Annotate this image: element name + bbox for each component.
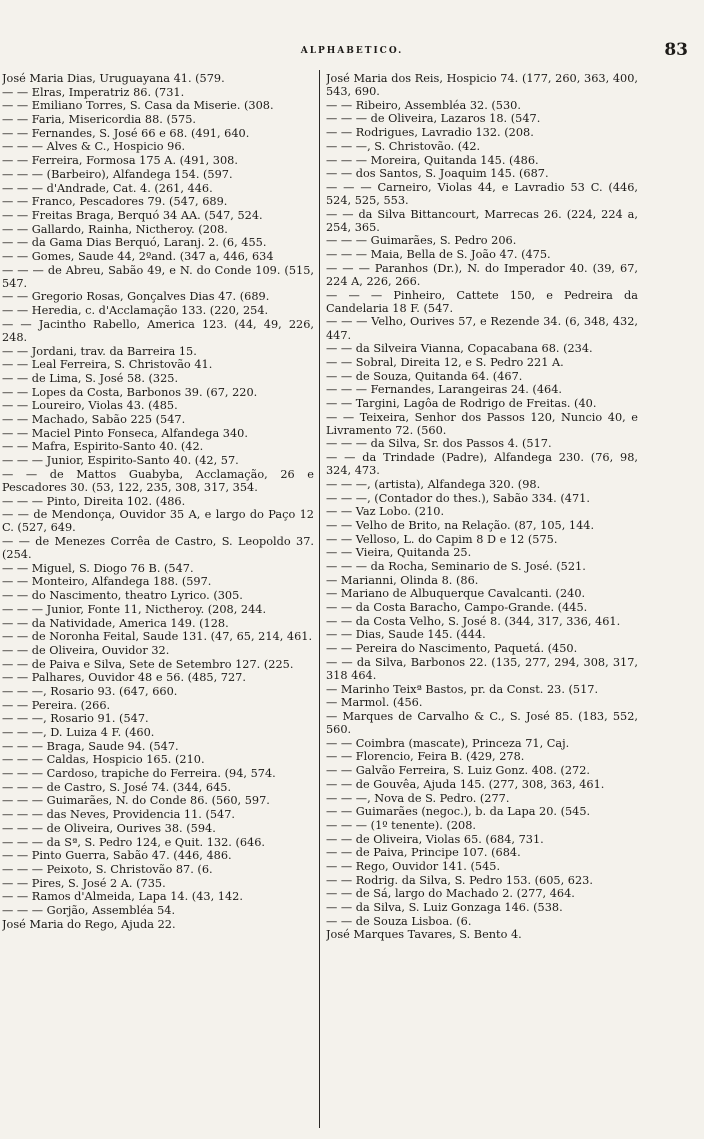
- directory-entry: — — Emiliano Torres, S. Casa da Miserie. (308.: [2, 99, 274, 113]
- directory-entry: José Maria Dias, Uruguayana 41. (579.: [2, 72, 225, 85]
- directory-entry: — — Velloso, L. do Capim 8 D e 12 (575.: [326, 532, 558, 546]
- directory-entry: — — da Costa Baracho, Campo-Grande. (445.: [326, 601, 588, 615]
- directory-entry: — — Jacintho Rabello, America 123. (44, 49, 226, 248.: [2, 317, 314, 344]
- directory-entry: — — — Cardoso, trapiche do Ferreira. (94, 574.: [2, 767, 276, 781]
- directory-entry: — — de Souza Lisboa. (6.: [326, 914, 472, 928]
- directory-entry: — — Teixeira, Senhor dos Passos 120, Nuncio 40, e Livramento 72. (560.: [326, 410, 638, 437]
- directory-entry: — — —, S. Christovão. (42.: [326, 139, 481, 153]
- directory-entry: — — de Mendonça, Ouvidor 35 A, e largo do Paço 12 C. (527, 649.: [2, 508, 314, 535]
- directory-entry: — — de Paiva, Principe 107. (684.: [326, 846, 521, 860]
- directory-entry: — — Rego, Ouvidor 141. (545.: [326, 859, 501, 873]
- directory-entry: José Marques Tavares, S. Bento 4.: [326, 928, 522, 942]
- directory-entry: — — Sobral, Direita 12, e S. Pedro 221 A.: [326, 355, 564, 369]
- directory-entry: — — da Gama Dias Berquó, Laranj. 2. (6, 455.: [2, 236, 267, 250]
- directory-entry: — — — Alves & C., Hospicio 96.: [2, 140, 186, 154]
- directory-entry: — — Pinto Guerra, Sabão 47. (446, 486.: [2, 849, 232, 863]
- directory-entry: — — Machado, Sabão 225 (547.: [2, 413, 186, 426]
- left-column: [2, 72, 314, 1132]
- directory-entry: — — —, D. Luiza 4 F. (460.: [2, 726, 155, 740]
- directory-entry: — — da Natividade, America 149. (128.: [2, 616, 229, 630]
- directory-entry: — — — da Sª, S. Pedro 124, e Quit. 132. (646.: [2, 835, 266, 849]
- directory-entry: — — — Velho, Ourives 57, e Rezende 34. (6, 348, 432, 447.: [326, 315, 638, 342]
- directory-entry: — — —, Nova de S. Pedro. (277.: [326, 791, 510, 805]
- directory-entry: — — de Lima, S. José 58. (325.: [2, 371, 179, 385]
- directory-entry: — — Faria, Misericordia 88. (575.: [2, 113, 197, 127]
- directory-entry: — Marques de Carvalho & C., S. José 85. (183, 552, 560.: [326, 709, 638, 737]
- directory-entry: — — Pires, S. José 2 A. (735.: [2, 876, 166, 890]
- directory-entry: — Mariano de Albuquerque Cavalcanti. (240.: [326, 587, 586, 601]
- directory-entry: — — — Carneiro, Violas 44, e Lavradio 53 C. (446, 524, 525, 553.: [326, 180, 638, 207]
- directory-entry: — — — (1º tenente). (208.: [326, 818, 476, 832]
- directory-entry: — — Ramos d'Almeida, Lapa 14. (43, 142.: [2, 890, 243, 904]
- directory-entry: — — Gallardo, Rainha, Nictheroy. (208.: [2, 222, 228, 236]
- directory-entry: — — — de Castro, S. José 74. (344, 645.: [2, 780, 232, 794]
- directory-entry: — — — Junior, Espirito-Santo 40. (42, 57.: [2, 454, 239, 468]
- directory-entry: — — — Guimarães, N. do Conde 86. (560, 597.: [2, 794, 270, 808]
- directory-entry: — — Jordani, trav. da Barreira 15.: [2, 344, 197, 358]
- directory-entry: — — de Oliveira, Ouvidor 32.: [2, 643, 170, 657]
- directory-entry: — — Ribeiro, Assembléa 32. (530.: [326, 98, 521, 112]
- directory-entry: — — — da Rocha, Seminario de S. José. (521.: [326, 560, 586, 573]
- directory-entry: — — do Nascimento, theatro Lyrico. (305.: [2, 589, 243, 603]
- page-header: [0, 40, 704, 64]
- directory-entry: — — de Noronha Feital, Saude 131. (47, 65, 214, 461.: [2, 630, 313, 644]
- column-divider: [319, 70, 320, 1128]
- directory-entry: — — — das Neves, Providencia 11. (547.: [2, 808, 236, 822]
- directory-entry: — — de Mattos Guabyba, Acclamação, 26 e Pescadores 30. (53, 122, 235, 308, 317, 354.: [2, 467, 314, 494]
- directory-entry: — Marmol. (456.: [326, 696, 423, 710]
- directory-entry: — — — Guimarães, S. Pedro 206.: [326, 234, 517, 248]
- directory-entry: — — — da Silva, Sr. dos Passos 4. (517.: [326, 437, 552, 451]
- directory-entry: — — da Silveira Vianna, Copacabana 68. (234.: [326, 342, 593, 356]
- directory-entry: — — — Maia, Bella de S. João 47. (475.: [326, 248, 551, 262]
- directory-entry: — Marianni, Olinda 8. (86.: [326, 573, 479, 587]
- directory-entry: — Marinho Teixª Bastos, pr. da Const. 23. (517.: [326, 682, 599, 696]
- directory-entry: — — da Silva, Barbonos 22. (135, 277, 294, 308, 317, 318 464.: [326, 655, 638, 682]
- directory-entry: — — Galvão Ferreira, S. Luiz Gonz. 408. (272.: [326, 764, 590, 778]
- directory-entry: — — Coimbra (mascate), Princeza 71, Caj.: [326, 736, 570, 750]
- directory-entry: — — — Braga, Saude 94. (547.: [2, 739, 179, 753]
- page-number: 83: [664, 40, 688, 60]
- directory-entry: — — — Junior, Fonte 11, Nictheroy. (208, 244.: [2, 602, 267, 616]
- directory-entry: — — dos Santos, S. Joaquim 145. (687.: [326, 167, 549, 181]
- directory-entry: — — — d'Andrade, Cat. 4. (261, 446.: [2, 181, 213, 195]
- directory-entry: — — Gomes, Saude 44, 2ºand. (347 a, 446, 634: [2, 249, 274, 263]
- running-title: ALPHABETICO.: [300, 46, 404, 56]
- directory-entry: — — Dias, Saude 145. (444.: [326, 628, 486, 642]
- directory-entry: — — Fernandes, S. José 66 e 68. (491, 640.: [2, 126, 250, 140]
- directory-entry: José Maria do Rego, Ajuda 22.: [2, 917, 176, 931]
- directory-entry: — — da Trindade (Padre), Alfandega 230. (76, 98, 324, 473.: [326, 451, 638, 478]
- directory-entry: — — Leal Ferreira, S. Christovão 41.: [2, 358, 213, 372]
- directory-entry: — — de Souza, Quitanda 64. (467.: [326, 369, 523, 383]
- directory-entry: — — Elras, Imperatriz 86. (731.: [2, 85, 185, 99]
- directory-entry: — — Targini, Lagôa de Rodrigo de Freitas. (40.: [326, 396, 597, 410]
- directory-entry: — — — Peixoto, S. Christovão 87. (6.: [2, 862, 213, 876]
- directory-entry: — — Maciel Pinto Fonseca, Alfandega 340.: [2, 426, 248, 440]
- directory-entry: — — —, Rosario 93. (647, 660.: [2, 684, 178, 698]
- directory-entry: — — Miguel, S. Diogo 76 B. (547.: [2, 561, 194, 575]
- directory-entry: — — de Gouvêa, Ajuda 145. (277, 308, 363, 461.: [326, 777, 605, 791]
- directory-entry: — — da Costa Velho, S. José 8. (344, 317, 336, 461.: [326, 614, 621, 628]
- directory-entry: — — Ferreira, Formosa 175 A. (491, 308.: [2, 154, 238, 168]
- directory-entry: — — Monteiro, Alfandega 188. (597.: [2, 575, 212, 589]
- directory-entry: — — Heredia, c. d'Acclamação 133. (220, 254.: [2, 304, 269, 318]
- directory-entry: — — de Oliveira, Violas 65. (684, 731.: [326, 832, 544, 846]
- directory-entry: — — Franco, Pescadores 79. (547, 689.: [2, 195, 228, 209]
- directory-entry: — — Lopes da Costa, Barbonos 39. (67, 220.: [2, 385, 258, 399]
- directory-entry: — — — Gorjão, Assembléa 54.: [2, 903, 176, 917]
- directory-entry: — — Vaz Lobo. (210.: [326, 505, 445, 519]
- directory-entry: — — — de Abreu, Sabão 49, e N. do Conde 109. (515, 547.: [2, 263, 314, 290]
- directory-entry: — — Vieira, Quitanda 25.: [326, 546, 472, 560]
- directory-entry: — — — Caldas, Hospicio 165. (210.: [2, 753, 205, 767]
- directory-entry: — — Florencio, Feira B. (429, 278.: [326, 750, 525, 764]
- directory-entry: — — — (Barbeiro), Alfandega 154. (597.: [2, 167, 233, 181]
- directory-entry: — — da Silva, S. Luiz Gonzaga 146. (538.: [326, 901, 563, 914]
- directory-entry: — — Gregorio Rosas, Gonçalves Dias 47. (689.: [2, 290, 270, 304]
- directory-entry: — — —, (artista), Alfandega 320. (98.: [326, 477, 541, 491]
- directory-entry: — — de Menezes Corrêa de Castro, S. Leopoldo 37. (254.: [2, 535, 314, 562]
- directory-entry: — — — de Oliveira, Lazaros 18. (547.: [326, 112, 541, 126]
- directory-entry: — — — Moreira, Quitanda 145. (486.: [326, 153, 539, 167]
- directory-entry: — — — de Oliveira, Ourives 38. (594.: [2, 821, 216, 835]
- directory-entry: — — — Fernandes, Larangeiras 24. (464.: [326, 383, 562, 397]
- directory-entry: José Maria dos Reis, Hospicio 74. (177, 260, 363, 400, 543, 690.: [326, 72, 638, 99]
- directory-entry: — — Velho de Brito, na Relação. (87, 105, 144.: [326, 518, 595, 532]
- right-column: [326, 72, 638, 1132]
- directory-entry: — — — Pinto, Direita 102. (486.: [2, 494, 186, 508]
- directory-entry: — — de Sá, largo do Machado 2. (277, 464.: [326, 887, 575, 901]
- directory-entry: — — Guimarães (negoc.), b. da Lapa 20. (545.: [326, 805, 591, 819]
- directory-entry: — — Pereira. (266.: [2, 698, 111, 712]
- directory-entry: — — Rodrig. da Silva, S. Pedro 153. (605, 623.: [326, 873, 593, 887]
- directory-entry: — — Loureiro, Violas 43. (485.: [2, 399, 178, 413]
- directory-entry: — — Freitas Braga, Berquó 34 AA. (547, 524.: [2, 208, 263, 222]
- directory-entry: — — Rodrigues, Lavradio 132. (208.: [326, 126, 534, 140]
- directory-entry: — — de Paiva e Silva, Sete de Setembro 127. (225.: [2, 657, 294, 671]
- directory-entry: — — —, (Contador do thes.), Sabão 334. (471.: [326, 491, 590, 505]
- directory-entry: — — — Pinheiro, Cattete 150, e Pedreira da Candelaria 18 F. (547.: [326, 288, 638, 315]
- directory-entry: — — Palhares, Ouvidor 48 e 56. (485, 727.: [2, 671, 246, 685]
- directory-entry: — — — Paranhos (Dr.), N. do Imperador 40. (39, 67, 224 A, 226, 266.: [326, 261, 638, 288]
- directory-entry: — — Mafra, Espirito-Santo 40. (42.: [2, 440, 204, 454]
- directory-entry: — — da Silva Bittancourt, Marrecas 26. (224, 224 a, 254, 365.: [326, 207, 638, 234]
- directory-entry: — — —, Rosario 91. (547.: [2, 712, 149, 726]
- directory-entry: — — Pereira do Nascimento, Paquetá. (450.: [326, 642, 578, 656]
